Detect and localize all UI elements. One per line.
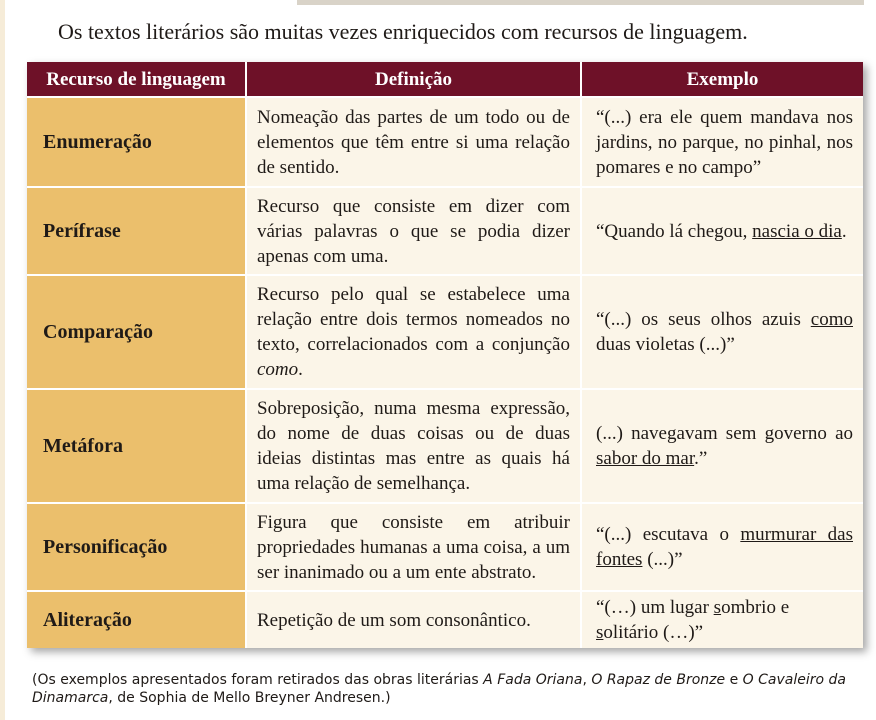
header-example: Exemplo xyxy=(686,68,759,90)
table-row-enumeracao xyxy=(27,96,863,186)
example-cell xyxy=(582,504,863,590)
example-part: “(…) um lugar xyxy=(596,597,714,618)
example-text xyxy=(596,219,853,244)
definition-cell xyxy=(247,592,582,648)
example-cell xyxy=(582,276,863,388)
example-part: “(...) escutava o xyxy=(596,524,741,545)
definition-cell xyxy=(247,98,582,186)
definition-text: Figura que consiste em atribuir propriedades humanas a uma coisa, a um ser inanimado ou a um ente abstrato. xyxy=(257,511,570,583)
resource-name: Personificação xyxy=(27,504,247,590)
note-part: (Os exemplos apresentados foram retirados das obras literárias xyxy=(32,672,484,688)
table-row-comparacao xyxy=(27,274,863,388)
definition-italic: como xyxy=(257,359,299,380)
note-part: , de Sophia de Mello Breyner Andresen.) xyxy=(108,690,391,706)
example-underlined: s xyxy=(596,622,604,643)
note-work-title: O Cavaleiro da Dinamarca xyxy=(32,672,846,706)
example-underlined: s xyxy=(713,597,722,618)
resource-name: Metáfora xyxy=(27,390,247,502)
example-cell xyxy=(582,592,863,648)
table-header-row xyxy=(27,62,863,96)
definition-text xyxy=(257,282,570,382)
example-cell xyxy=(582,98,863,186)
table-row-personificacao xyxy=(27,502,863,590)
example-underlined: nascia o dia xyxy=(752,220,842,242)
example-text xyxy=(596,522,853,572)
note-work-title: A Fada Oriana xyxy=(483,672,583,688)
example-cell xyxy=(582,188,863,274)
header-definition: Definição xyxy=(247,62,582,96)
definition-text: Recurso que consiste em dizer com várias palavras o que se podia dizer apenas com uma. xyxy=(257,195,570,267)
definition-text: Sobreposição, numa mesma expressão, do nome de duas coisas ou de duas ideias distintas mas entre as quais há uma relação de semelhança. xyxy=(257,398,570,494)
example-part: olitário (…)” xyxy=(603,622,704,643)
example-part: “Quando lá chegou, xyxy=(596,220,753,242)
example-part: .” xyxy=(694,448,708,469)
note-work-title: O Rapaz de Bronze xyxy=(591,672,726,688)
example-text xyxy=(596,595,853,645)
example-part: . xyxy=(841,220,847,242)
resource-name: Perífrase xyxy=(27,188,247,274)
note-part: e xyxy=(725,672,743,688)
example-part: (...) navegavam sem governo ao xyxy=(596,423,853,444)
header-resource: Recurso de linguagem xyxy=(27,62,247,96)
definition-cell xyxy=(247,188,582,274)
example-text: “(...) era ele quem mandava nos jardins, no parque, no pinhal, nos pomares e no campo” xyxy=(596,106,853,178)
table-row-perifrase xyxy=(27,186,863,274)
example-part: ombrio e xyxy=(721,597,790,618)
resource-name: Enumeração xyxy=(27,98,247,186)
language-resources-table xyxy=(27,62,863,648)
example-part: “(...) os seus olhos azuis xyxy=(596,309,811,330)
example-part: duas violetas (...)” xyxy=(596,334,735,355)
table-row-metafora xyxy=(27,388,863,502)
example-underlined: sabor do mar xyxy=(596,448,695,469)
top-decorative-strip xyxy=(297,0,864,5)
example-text xyxy=(596,307,853,357)
definition-cell xyxy=(247,276,582,388)
example-underlined: como xyxy=(810,309,853,330)
note-part: , xyxy=(582,672,592,688)
source-note xyxy=(32,671,862,707)
example-text xyxy=(596,421,853,471)
example-part: (...)” xyxy=(642,549,683,570)
left-decorative-strip xyxy=(0,0,5,720)
definition-part: Recurso pelo qual se estabelece uma relação entre dois termos nomeados no texto, correlacionados com a conjunção xyxy=(257,284,570,355)
resource-name: Comparação xyxy=(27,276,247,388)
example-cell xyxy=(582,390,863,502)
definition-text: Nomeação das partes de um todo ou de elementos que têm entre si uma relação de sentido. xyxy=(257,106,570,178)
example-underlined: murmurar das fontes xyxy=(596,524,853,570)
definition-part: . xyxy=(298,359,303,380)
definition-cell xyxy=(247,504,582,590)
intro-text: Os textos literários são muitas vezes enriquecidos com recursos de linguagem. xyxy=(58,19,748,44)
table-row-aliteracao xyxy=(27,590,863,648)
definition-cell xyxy=(247,390,582,502)
definition-text: Repetição de um som consonântico. xyxy=(257,609,531,631)
resource-name: Aliteração xyxy=(27,592,247,648)
